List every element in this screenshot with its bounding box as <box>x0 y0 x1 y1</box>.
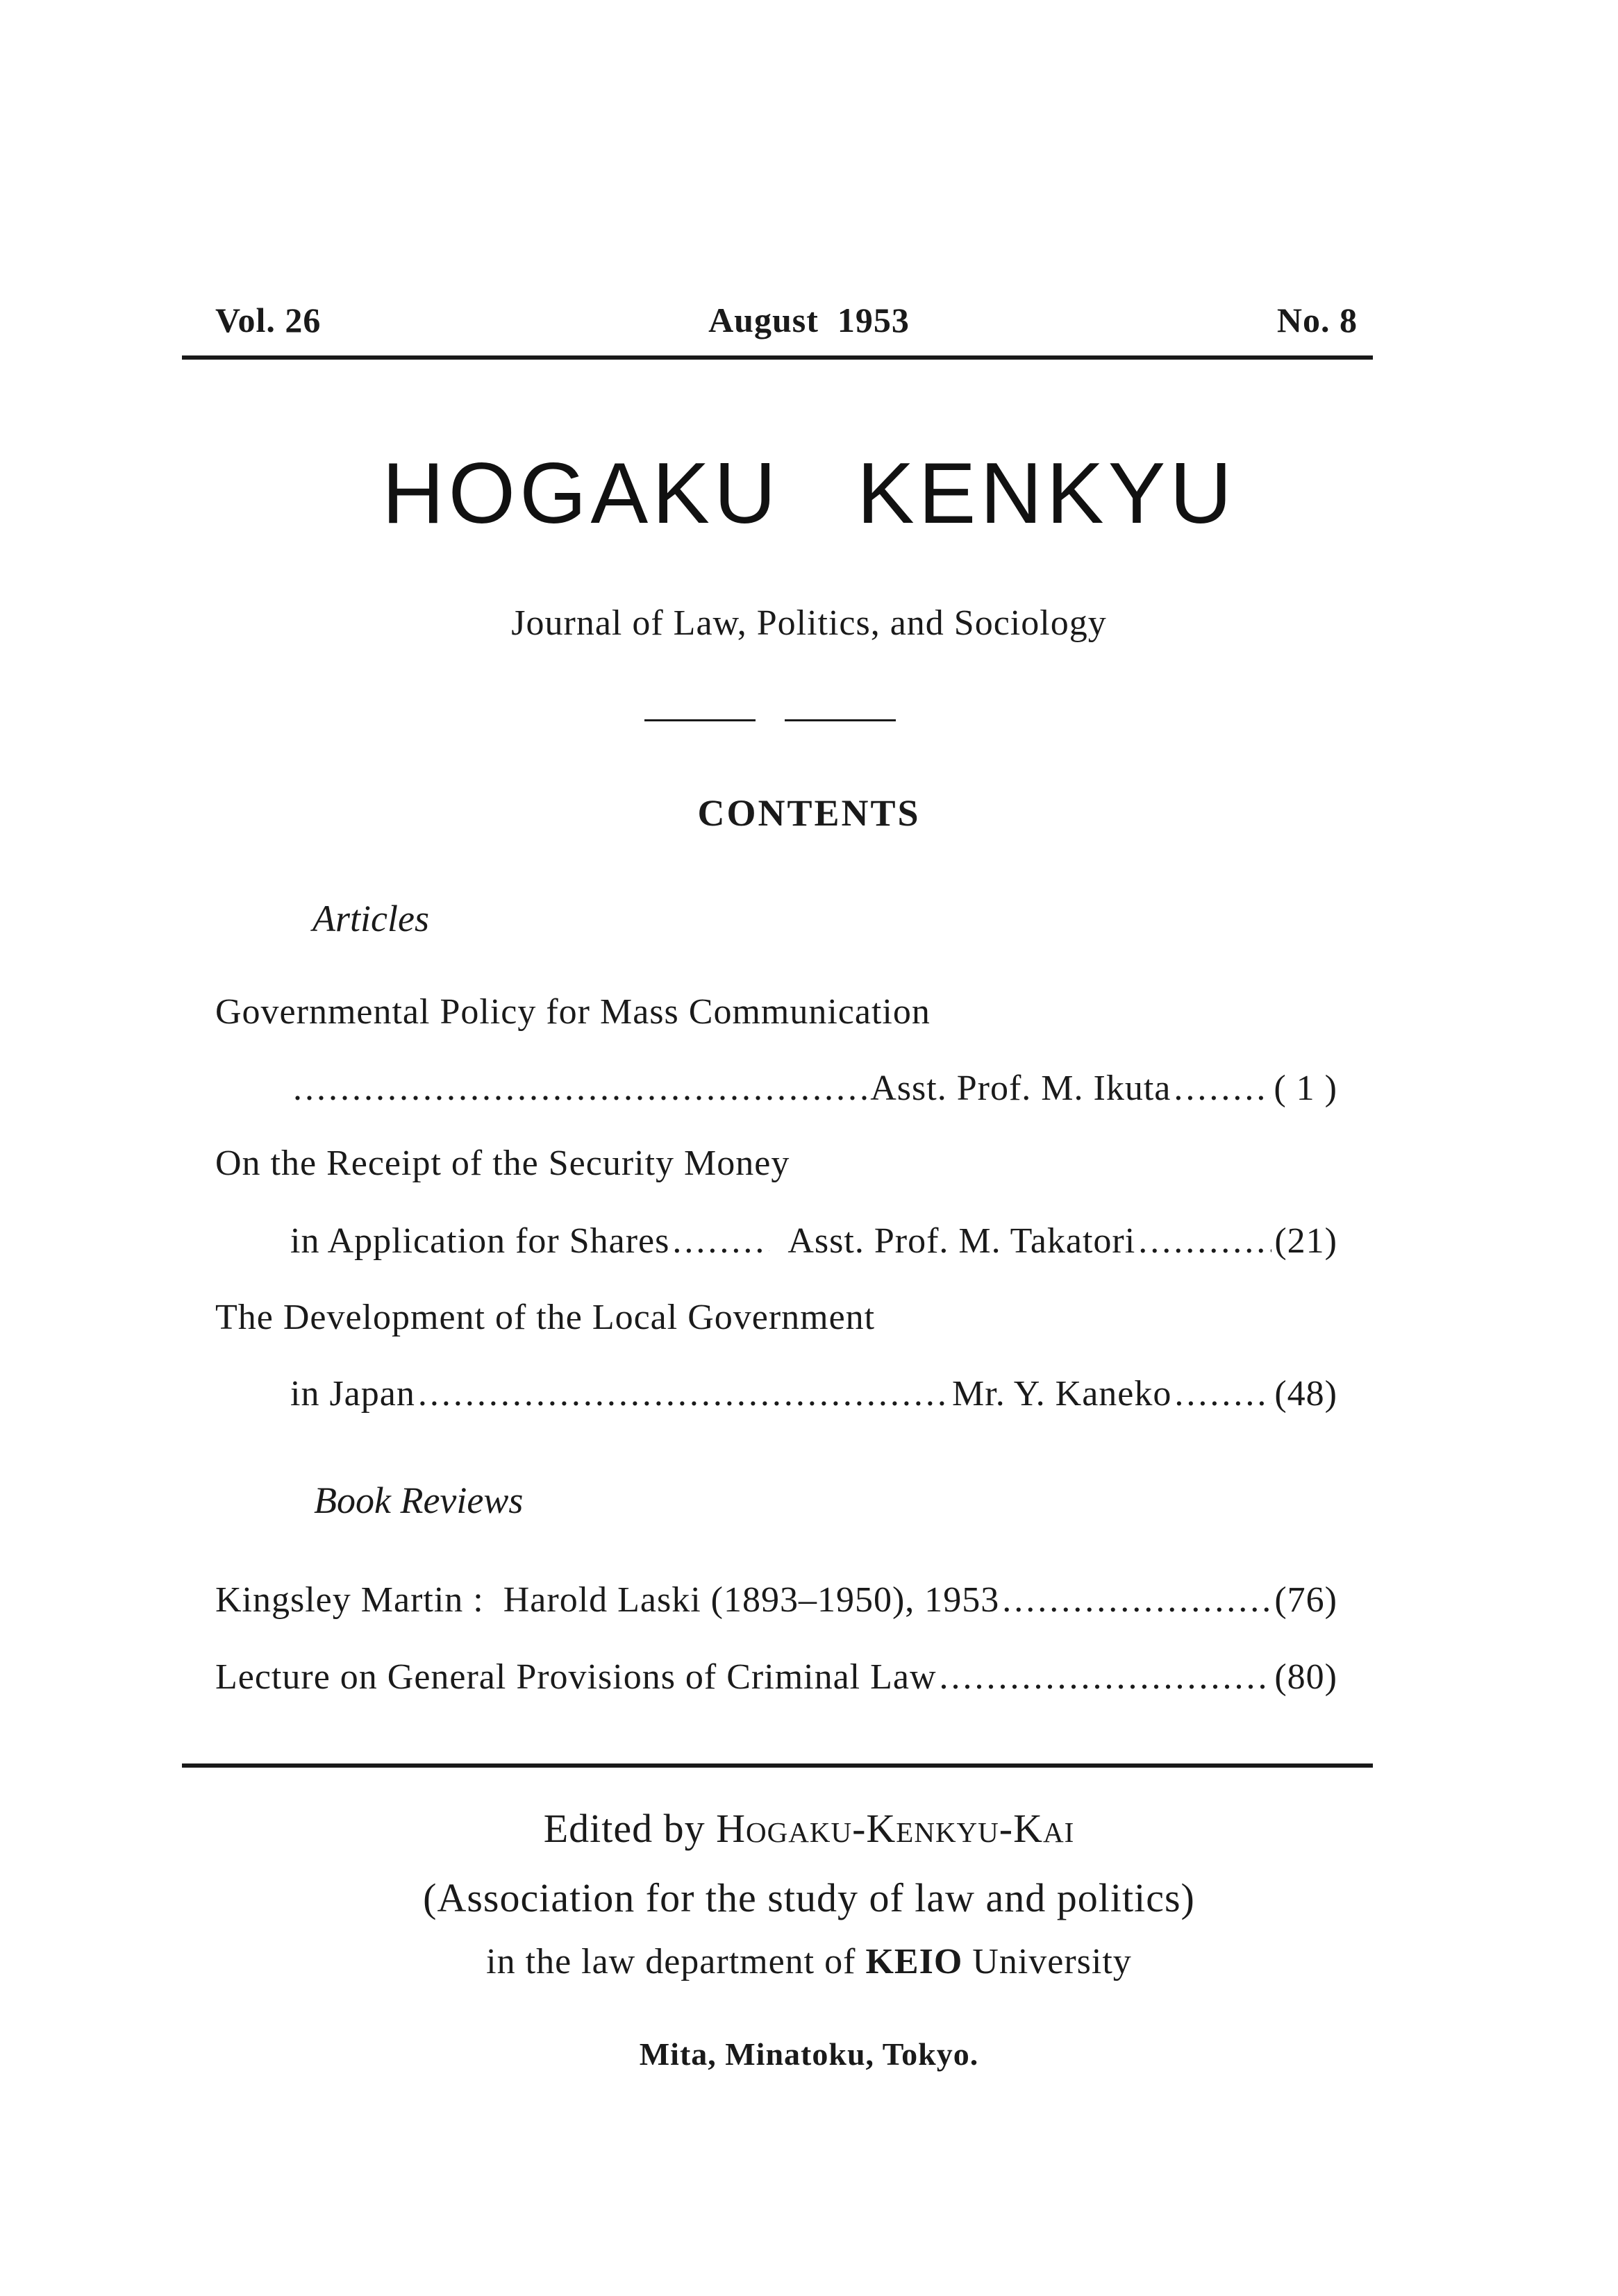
article-2-author: Asst. Prof. M. Takatori <box>787 1221 1136 1261</box>
journal-subtitle: Journal of Law, Politics, and Sociology <box>511 603 1107 643</box>
review-2-page: (80) <box>1274 1657 1337 1697</box>
department-text: in the law department of <box>486 1942 866 1981</box>
divider-dash-right <box>785 719 896 721</box>
university-suffix: University <box>962 1942 1132 1981</box>
issue-date: August 1953 <box>708 301 910 340</box>
review-1-text: Kingsley Martin : Harold Laski (1893–1950), 1953 <box>215 1580 1000 1620</box>
contents-heading: CONTENTS <box>697 792 921 834</box>
article-2-title: On the Receipt of the Security Money <box>215 1143 790 1183</box>
dot-leader <box>940 1657 1272 1698</box>
journal-title: HOGAKU KENKYU <box>382 446 1236 542</box>
articles-heading: Articles <box>312 898 429 939</box>
article-3-entry <box>290 1373 1337 1414</box>
article-3-title: The Development of the Local Government <box>215 1298 876 1337</box>
article-1-title: Governmental Policy for Mass Communication <box>215 992 931 1032</box>
edited-by-label: Edited by <box>543 1806 717 1851</box>
review-1-entry <box>215 1579 1337 1620</box>
dot-leader <box>293 1068 867 1109</box>
volume-label: Vol. 26 <box>215 301 322 340</box>
review-1-page: (76) <box>1274 1580 1337 1620</box>
dot-leader <box>1174 1068 1271 1109</box>
header-rule <box>182 355 1373 360</box>
article-1-page: ( 1 ) <box>1274 1069 1337 1108</box>
article-3-author: Mr. Y. Kaneko <box>952 1374 1172 1414</box>
divider-dash-left <box>644 719 756 721</box>
association-line: (Association for the study of law and politics) <box>423 1875 1195 1920</box>
footer-rule <box>182 1763 1373 1768</box>
issue-number: No. 8 <box>1276 301 1358 340</box>
dot-leader <box>1174 1373 1271 1414</box>
dot-leader <box>1002 1579 1271 1620</box>
review-2-text: Lecture on General Provisions of Criminal Law <box>215 1657 937 1697</box>
review-2-entry <box>215 1657 1337 1698</box>
department-line <box>0 1941 1618 1982</box>
dot-leader <box>672 1221 769 1262</box>
article-1-entry <box>290 1068 1337 1109</box>
editor-name: Hogaku-Kenkyu-Kai <box>716 1806 1075 1851</box>
article-2-entry <box>290 1221 1337 1262</box>
article-3-continuation: in Japan <box>290 1374 415 1414</box>
university-name: KEIO <box>865 1942 963 1981</box>
editor-line <box>0 1805 1618 1852</box>
address-line: Mita, Minatoku, Tokyo. <box>639 2036 979 2072</box>
article-1-author: Asst. Prof. M. Ikuta <box>870 1069 1171 1108</box>
article-2-page: (21) <box>1274 1221 1337 1261</box>
article-2-continuation: in Application for Shares <box>290 1221 670 1261</box>
book-reviews-heading: Book Reviews <box>314 1480 524 1521</box>
dot-leader <box>418 1373 949 1414</box>
dot-leader <box>1138 1221 1271 1262</box>
article-3-page: (48) <box>1274 1374 1337 1414</box>
